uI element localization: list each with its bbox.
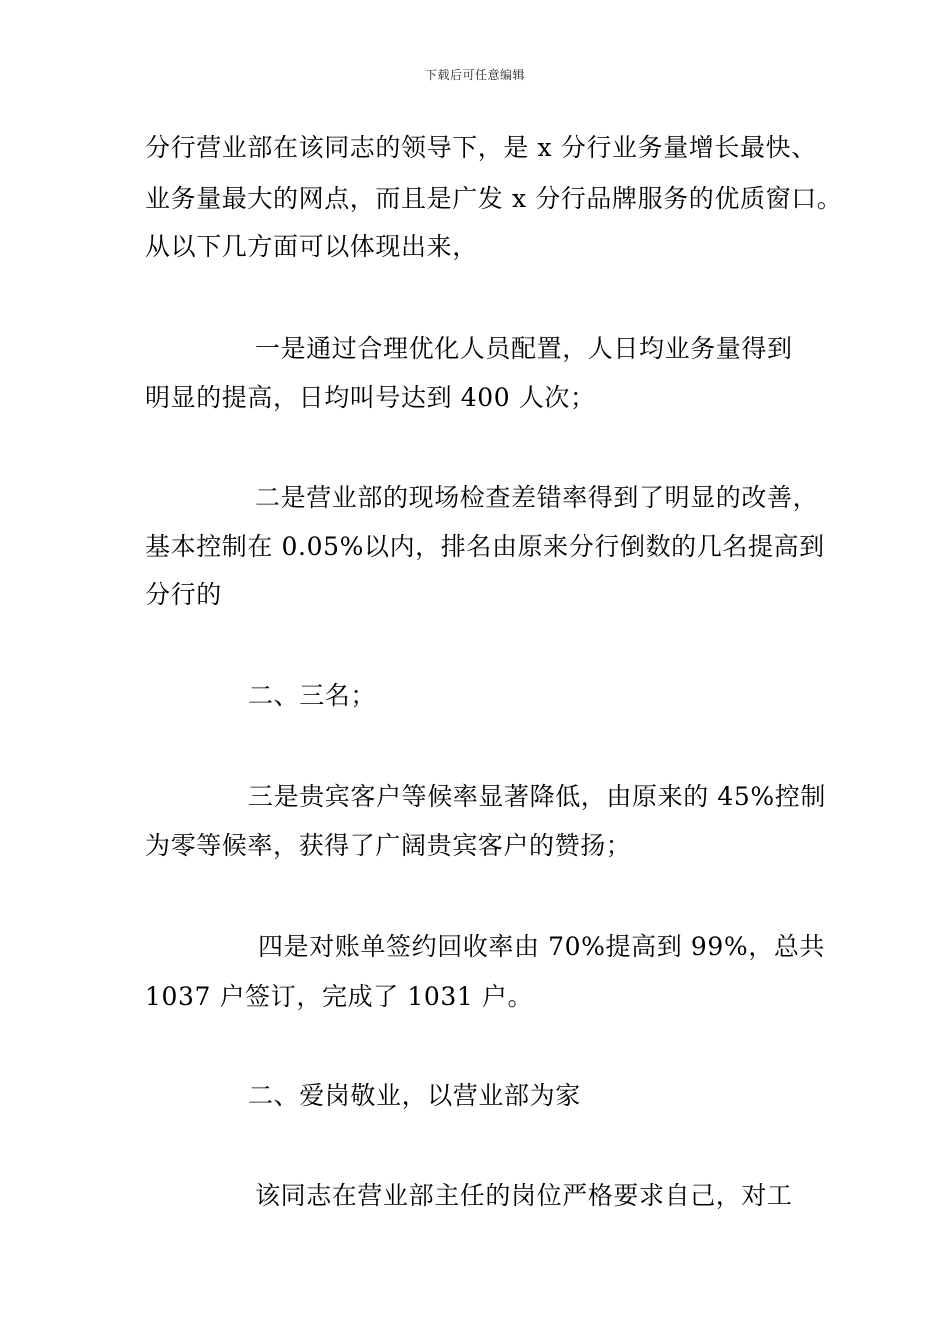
paragraph-line: 四是对账单签约回收率由 70%提高到 99%，总共 (258, 932, 826, 961)
section-line: 二、三名； (248, 681, 377, 710)
paragraph-line: 明显的提高，日均叫号达到 400 人次； (145, 383, 596, 412)
paragraph-line: 为零等候率，获得了广阔贵宾客户的赞扬； (145, 831, 632, 860)
paragraph-line: 分行营业部在该同志的领导下，是 x 分行业务量增长最快、 (145, 133, 817, 162)
paragraph-line: 业务量最大的网点，而且是广发 x 分行品牌服务的优质窗口。 (145, 184, 843, 213)
paragraph-line: 该同志在营业部主任的岗位严格要求自己，对工 (255, 1181, 793, 1210)
header-note: 下载后可任意编辑 (424, 68, 525, 82)
section-heading: 二、爱岗敬业，以营业部为家 (248, 1081, 581, 1110)
paragraph-line: 一是通过合理优化人员配置，人日均业务量得到 (255, 334, 793, 363)
paragraph-line: 1037 户签订，完成了 1031 户。 (145, 982, 534, 1011)
paragraph-line: 三是贵宾客户等候率显著降低，由原来的 45%控制 (248, 782, 826, 811)
paragraph-line: 分行的 (145, 580, 222, 609)
paragraph-line: 基本控制在 0.05%以内，排名由原来分行倒数的几名提高到 (145, 532, 825, 561)
paragraph-line: 二是营业部的现场检查差错率得到了明显的改善， (255, 483, 819, 512)
paragraph-line: 从以下几方面可以体现出来， (145, 232, 478, 261)
